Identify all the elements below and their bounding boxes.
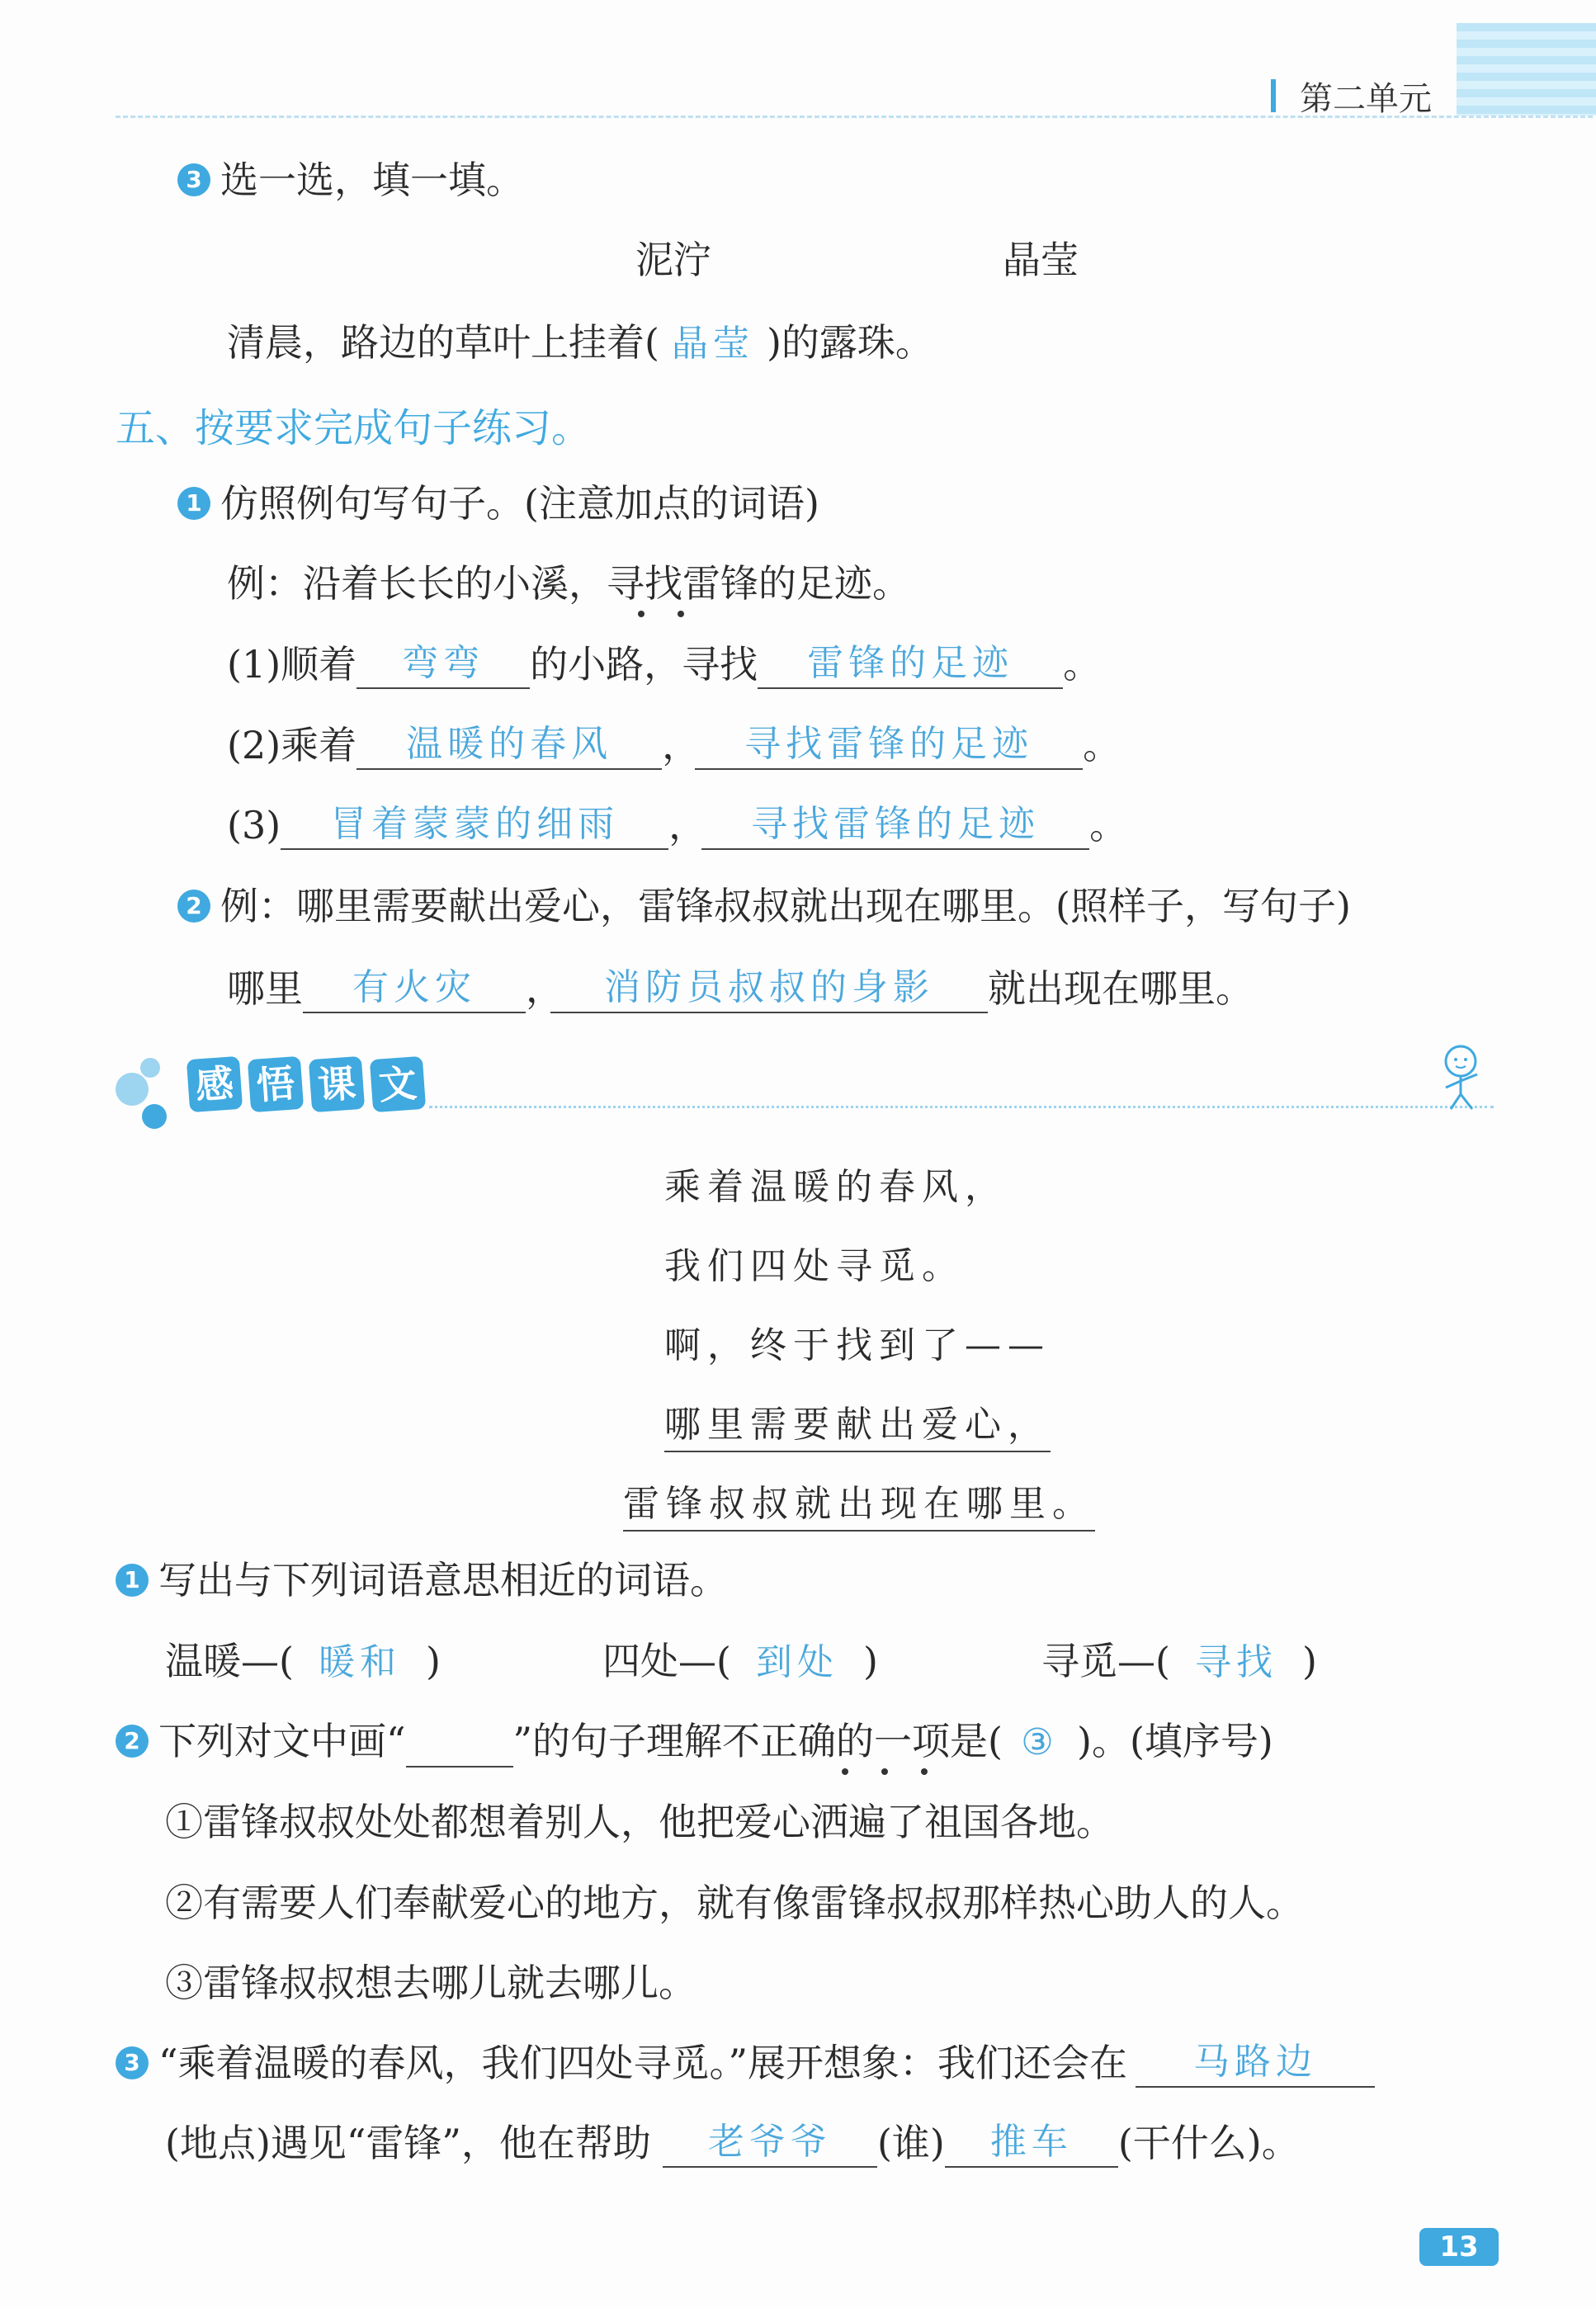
r1-answer2: 雷锋的足迹 — [758, 640, 1063, 689]
s5-q1-title-text: 仿照例句写句子。(注意加点的词语) — [220, 481, 819, 526]
p3-text-2b: (谁) — [876, 2121, 945, 2165]
p1-word-2: 四处—( — [602, 1639, 731, 1683]
poem-line-4: 哪里需要献出爱心， — [664, 1395, 1051, 1452]
p1-number: 1 — [116, 1564, 149, 1597]
p1-item-3 — [1041, 1636, 1317, 1687]
s5-q2-answer-row — [227, 964, 1254, 1013]
poem-line-1: 乘着温暖的春风， — [664, 1166, 1008, 1208]
q2-answer1: 有火灾 — [303, 964, 526, 1013]
q3-title-text: 选一选，填一填。 — [220, 158, 524, 202]
r3-end: 。 — [1089, 803, 1128, 847]
s5-q1-number: 1 — [177, 487, 210, 520]
r3-answer1: 冒着蒙蒙的细雨 — [281, 800, 668, 850]
banner-bubble — [140, 1058, 160, 1078]
p1-close-2: ) — [862, 1639, 878, 1683]
banner-bubble — [142, 1104, 167, 1129]
p2-answer: ③ — [1021, 1721, 1059, 1763]
q3-number: 3 — [177, 163, 210, 196]
r1-label: (1)顺着 — [227, 642, 357, 687]
p2-t2: ”的句子理解不正确的一项是( — [512, 1719, 1003, 1763]
emphasis-dot — [921, 1768, 928, 1775]
banner-char-2: 悟 — [248, 1056, 304, 1112]
p1-answer-3: 寻找 — [1194, 1641, 1277, 1683]
s5-q1-row1 — [227, 640, 1101, 689]
r2-label: (2)乘着 — [227, 723, 357, 767]
s5-q1-title — [177, 479, 819, 528]
banner-bubble — [116, 1073, 149, 1106]
q2-pre: 哪里 — [227, 966, 303, 1011]
r1-answer1: 弯弯 — [357, 640, 530, 689]
s5-q1-row2 — [227, 720, 1121, 770]
header-tab-decoration — [1457, 23, 1596, 116]
r2-end: 。 — [1083, 723, 1121, 767]
p1-word-1: 温暖—( — [165, 1639, 294, 1683]
p1-item-2 — [602, 1636, 878, 1687]
banner-divider — [429, 1106, 1494, 1108]
p1-answer-2: 到处 — [755, 1641, 838, 1683]
p2-number: 2 — [116, 1725, 149, 1758]
p1-item-1 — [165, 1636, 441, 1687]
q2-mid: ， — [526, 966, 564, 1011]
emphasis-dot — [638, 611, 645, 617]
s5-q1-row3 — [227, 800, 1127, 850]
p3-text-1: “乘着温暖的春风，我们四处寻觅。”展开想象：我们还会在 — [158, 2041, 1128, 2085]
p3-answer-place: 马路边 — [1136, 2038, 1375, 2088]
banner-char-3: 课 — [309, 1056, 365, 1112]
p3-number: 3 — [116, 2046, 149, 2079]
section5-title: 五、按要求完成句子练习。 — [116, 405, 592, 451]
p2-t1: 下列对文中画“ — [158, 1719, 406, 1763]
q3-sentence — [227, 318, 933, 369]
p1-title — [116, 1555, 728, 1605]
emphasis-dot — [678, 611, 684, 617]
q3-option-2: 晶莹 — [1003, 238, 1079, 282]
page-number: 13 — [1419, 2228, 1499, 2266]
q2-answer2: 消防员叔叔的身影 — [550, 964, 988, 1013]
r2-answer1: 温暖的春风 — [357, 720, 662, 770]
q2-post: 就出现在哪里。 — [988, 966, 1254, 1011]
q3-post: )的露珠。 — [766, 320, 933, 365]
s5-q2-title — [177, 881, 1351, 931]
banner-char-4: 文 — [370, 1056, 426, 1112]
poem-line-2: 我们四处寻觅。 — [664, 1245, 965, 1287]
q3-option-1: 泥泞 — [635, 238, 711, 282]
s5-q2-title-text: 例：哪里需要献出爱心，雷锋叔叔就出现在哪里。(照样子，写句子) — [220, 884, 1351, 928]
s5-q2-number: 2 — [177, 890, 210, 923]
r2-mid: ， — [662, 723, 701, 767]
unit-marker — [1271, 79, 1276, 112]
p3-answer-what: 推车 — [945, 2118, 1118, 2168]
p1-close-3: ) — [1301, 1639, 1317, 1683]
r3-label: (3) — [227, 803, 281, 847]
q3-pre: 清晨，路边的草叶上挂着( — [227, 320, 659, 365]
unit-label: 第二单元 — [1300, 80, 1432, 118]
p2-underline-sample — [406, 1726, 513, 1768]
s5-q1-example: 例：沿着长长的小溪，寻找雷锋的足迹。 — [227, 561, 910, 606]
r1-end: 。 — [1063, 642, 1102, 687]
header-divider — [116, 116, 1593, 118]
p1-close-1: ) — [425, 1639, 441, 1683]
p3-text-2c: (干什么)。 — [1117, 2121, 1300, 2165]
poem-line-3: 啊，终于找到了—— — [664, 1324, 1051, 1366]
banner-char-1: 感 — [187, 1056, 243, 1112]
p1-title-text: 写出与下列词语意思相近的词语。 — [158, 1558, 728, 1602]
p3-answer-who: 老爷爷 — [663, 2118, 877, 2168]
p2-title — [116, 1716, 1273, 1768]
r2-answer2: 寻找雷锋的足迹 — [695, 720, 1083, 770]
p2-t3: )。(填序号) — [1077, 1719, 1273, 1763]
r1-mid: 的小路，寻找 — [530, 642, 758, 687]
p1-answer-1: 暖和 — [318, 1641, 401, 1683]
r3-answer2: 寻找雷锋的足迹 — [701, 800, 1089, 850]
emphasis-dot — [842, 1768, 848, 1775]
r3-mid: ， — [668, 803, 707, 847]
p3-line-1 — [116, 2038, 1375, 2088]
p2-option-3: ③雷锋叔叔想去哪儿就去哪儿。 — [165, 1961, 696, 2005]
p3-text-2a: (地点)遇见“雷锋”，他在帮助 — [165, 2121, 651, 2165]
p2-option-1: ①雷锋叔叔处处都想着别人，他把爱心洒遍了祖国各地。 — [165, 1800, 1114, 1844]
p1-word-3: 寻觅—( — [1041, 1639, 1170, 1683]
p2-option-2: ②有需要人们奉献爱心的地方，就有像雷锋叔叔那样热心助人的人。 — [165, 1881, 1304, 1925]
q3-answer: 晶莹 — [671, 323, 754, 365]
child-doodle-icon — [1428, 1040, 1494, 1114]
poem-line-5: 雷锋叔叔就出现在哪里。 — [623, 1474, 1095, 1532]
p3-line-2 — [165, 2118, 1300, 2168]
emphasis-dot — [881, 1768, 888, 1775]
q3-title — [177, 155, 524, 205]
